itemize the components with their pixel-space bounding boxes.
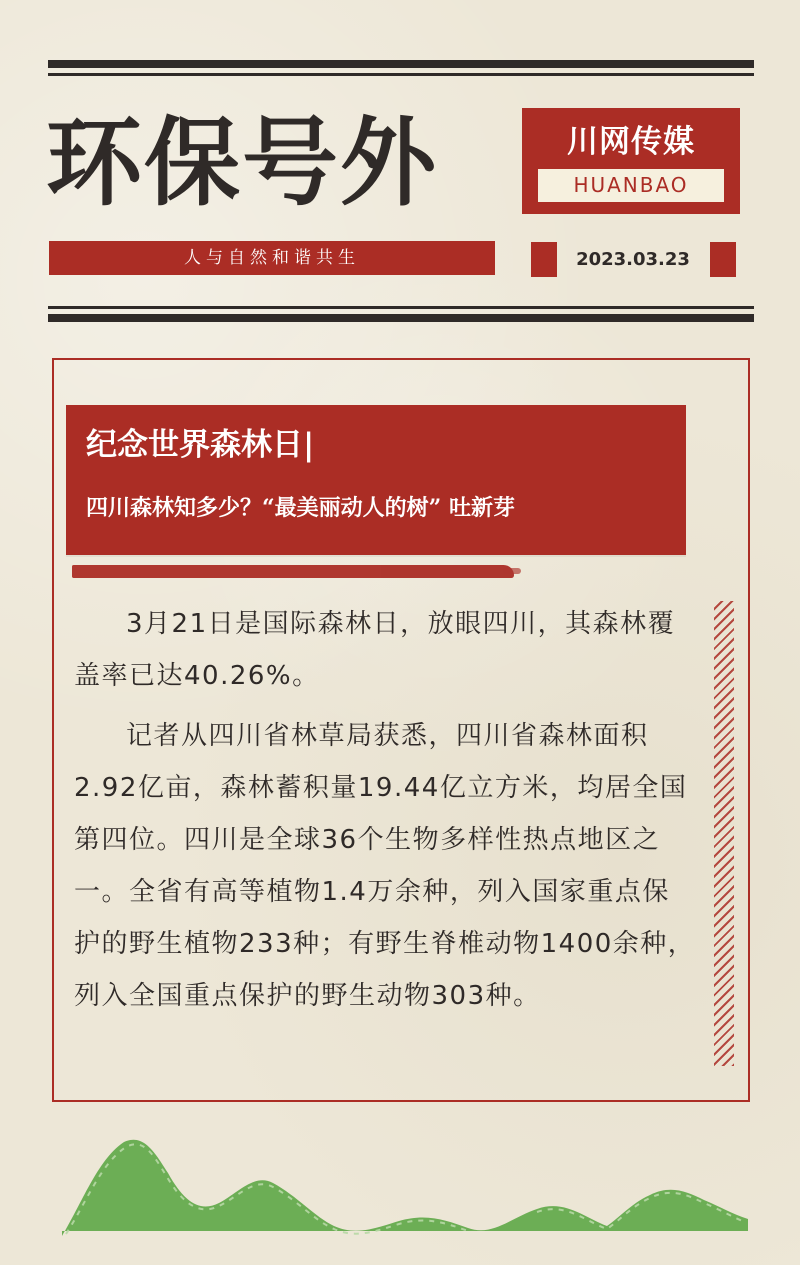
brand-subtitle: HUANBAO <box>538 169 724 202</box>
decorative-hatch <box>714 601 734 1066</box>
green-hills-illustration <box>0 1125 800 1265</box>
masthead-title: 环保号外 <box>46 106 438 219</box>
date-marker-right <box>710 242 736 277</box>
article-paragraph: 3月21日是国际森林日，放眼四川，其森林覆盖率已达40.26%。 <box>74 609 676 691</box>
brand-name: 川网传媒 <box>567 124 695 160</box>
headline-subtitle: 四川森林知多少？“最美丽动人的树” 吐新芽 <box>86 495 515 521</box>
date-marker-left <box>531 242 557 277</box>
bottom-rule-thin <box>48 306 754 309</box>
article-paragraph: 记者从四川省林草局获悉，四川省森林面积2.92亿亩，森林蓄积量19.44亿立方米，均居全国第四位。四川是全球36个生物多样性热点地区之一。全省有高等植物1.4万余种，列入国家重点保护的野生植物233种；有野生脊椎动物1400余种，列入全国重点保护的野生动物303种。 <box>74 721 696 1011</box>
top-rule-thick <box>48 60 754 68</box>
publish-date: 2023.03.23 <box>576 249 690 270</box>
slogan-text: 人与自然和谐共生 <box>184 248 360 268</box>
headline-box <box>66 405 686 555</box>
top-rule-thin <box>48 73 754 76</box>
headline-title: 纪念世界森林日| <box>86 427 315 463</box>
slogan-bar <box>49 241 495 275</box>
red-brush-stroke <box>72 565 514 578</box>
article-body <box>74 598 696 1030</box>
brand-box <box>522 108 740 214</box>
bottom-rule-thick <box>48 314 754 322</box>
